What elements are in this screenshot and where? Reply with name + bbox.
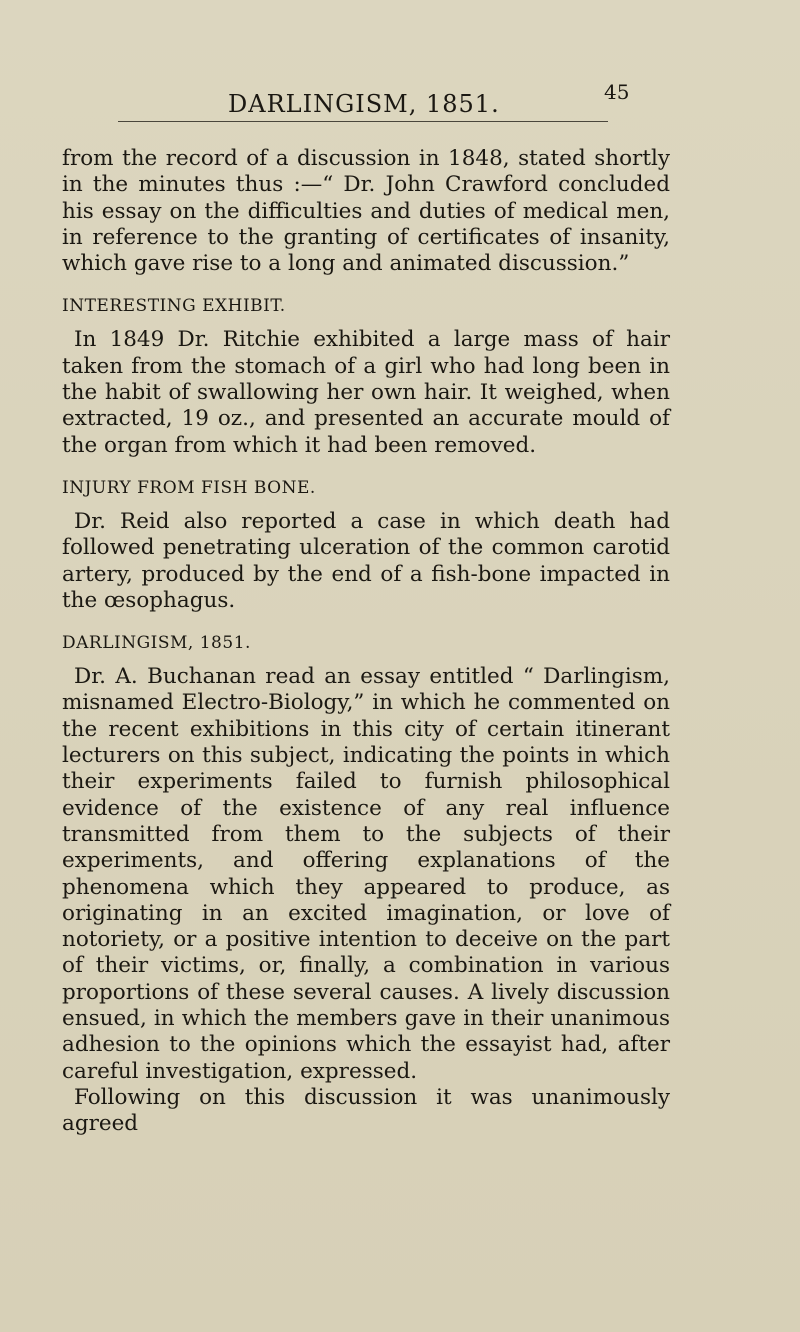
section-heading: INJURY FROM FISH BONE. bbox=[62, 477, 316, 498]
body-text bbox=[62, 146, 670, 1138]
page-number: 45 bbox=[604, 80, 630, 104]
section-heading: DARLINGISM, 1851. bbox=[62, 633, 251, 654]
paragraph: Dr. A. Buchanan read an essay entitled “ Darlingism, misnamed Electro-Biology,” in which he commented on the recent exhibitions in this city of certain itinerant lecturers on this subject, indicating the points in which their experiments failed to furnish philosophical evidence of the existence of any real influence transmitted from them to the subjects of their experiments, and offering explanations of the phenomena which they appeared to produce, as originating in an excited imagination, or love of notoriety, or a positive intention to deceive on the part of their victims, or, finally, a combination in various proportions of these several causes. A lively discussion ensued, in which the members gave in their unanimous adhesion to the opinions which the essayist had, after careful investigation, expressed. bbox=[62, 664, 670, 1084]
paragraph: Dr. Reid also reported a case in which death had followed penetrating ulceration of the common carotid artery, produced by the end of a fish-bone impacted in the œsophagus. bbox=[62, 508, 670, 613]
paragraph: from the record of a discussion in 1848, stated shortly in the minutes thus :—“ Dr. John Crawford concluded his essay on the difficulties and duties of medical men, in reference to the granting of certificates of insanity, which gave rise to a long and animated discussion.” bbox=[62, 146, 670, 277]
paragraph: Following on this discussion it was unanimously agreed bbox=[62, 1084, 670, 1137]
paragraph: In 1849 Dr. Ritchie exhibited a large mass of hair taken from the stomach of a girl who had long been in the habit of swallowing her own hair. It weighed, when extracted, 19 oz., and presented an accurate mould of the organ from which it had been removed. bbox=[62, 327, 670, 458]
header-rule bbox=[118, 121, 608, 122]
section-heading: INTERESTING EXHIBIT. bbox=[62, 296, 286, 317]
running-title: DARLINGISM, 1851. bbox=[228, 90, 500, 118]
